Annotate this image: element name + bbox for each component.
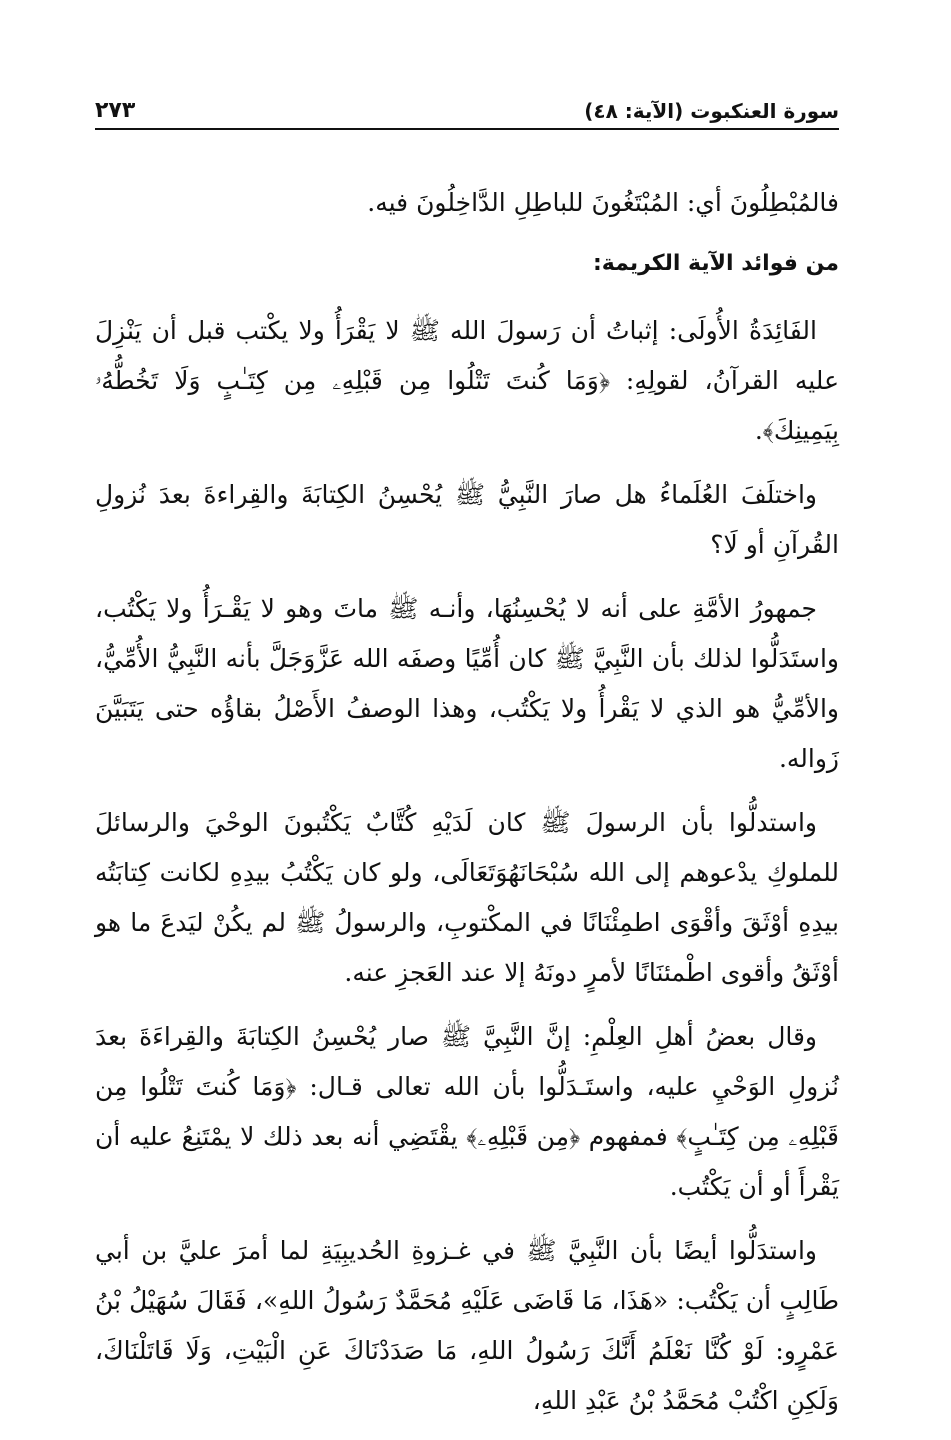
section-heading: من فوائد الآية الكريمة: [592,251,839,276]
page-number: ٢٧٣ [95,98,136,123]
paragraph: واختلَفَ العُلَماءُ هل صارَ النَّبِيُّ ﷺ يُحْسِنُ الكِتابَةَ والقِراءةَ بعدَ نُزولِ القُرآنِ أو لَا؟ [95,480,839,559]
page-body [95,178,839,1440]
paragraph: جمهورُ الأمَّةِ على أنه لا يُحْسِنُهَا، وأنـه ﷺ ماتَ وهو لا يَقْـرَأُ ولا يَكْتُب، واستَدَلُّوا لذلك بأن النَّبِيَّ ﷺ كان أُمِّيًا وصفَه الله عَزَّوَجَلَّ بأنه النَّبِيُّ الأُمِّيُّ، والأمِّيُّ هو الذي لا يَقْرأُ ولا يَكْتُب، وهذا الوصفُ الأَصْلُ بقاؤُه حتى يَتَبَيَّنَ زَواله. [95,594,839,773]
paragraph: واستدلُّوا بأن الرسولَ ﷺ كان لَدَيْهِ كُتَّابٌ يَكْتُبونَ الوحْيَ والرسائلَ للملوكِ يدْعوهم إلى الله سُبْحَانَهُوَتَعَالَى، ولو كان يَكْتُبُ بيدِهِ لكانت كِتابَتُه بيدِهِ أوْثَقَ وأقْوَى اطمِئْنَانًا في المكْتوبِ، والرسولُ ﷺ لم يكُنْ ليَدعَ ما هو أوْثَقُ وأقوى اطْمئنَانًا لأمرٍ دونَهُ إلا عند العَجزِ عنه. [95,808,839,987]
paragraph: فالمُبْطِلُونَ أي: المُبْتَغُونَ للباطِلِ الدَّاخِلُونَ فيه. [367,188,839,217]
surah-title: سورة العنكبوت (الآية: ٤٨) [584,99,839,123]
paragraph: واستدَلُّوا أيضًا بأن النَّبِيَّ ﷺ في غـزوةِ الحُديبِيَةِ لما أمرَ عليَّ بن أبي طَالِبٍ أن يَكْتُب: «هَذَا، مَا قَاضَى عَلَيْهِ مُحَمَّدٌ رَسُولُ اللهِ»، فَقَالَ سُهَيْلُ بْنُ عَمْرٍو: لَوْ كُنَّا نَعْلَمُ أَنَّكَ رَسُولُ اللهِ، مَا صَدَدْنَاكَ عَنِ الْبَيْتِ، وَلَا قَاتَلْنَاكَ، وَلَكِنِ اكْتُبْ مُحَمَّدُ بْنُ عَبْدِ اللهِ، [95,1236,839,1415]
page-header [95,88,839,130]
paragraph: وقال بعضُ أهلِ العِلْمِ: إنَّ النَّبِيَّ ﷺ صار يُحْسِنُ الكِتابَةَ والقِراءَةَ بعدَ نُزولِ الوَحْيِ عليه، واستَـدَلُّوا بأن الله تعالى قـال: ﴿وَمَا كُنتَ تَتْلُوا مِن قَبْلِهِۦ مِن كِتَـٰبٍ﴾ فمفهوم ﴿مِن قَبْلِهِۦ﴾ يقْتَضِي أنه بعد ذلك لا يمْتَنِعُ عليه أن يَقْرأَ أو أن يَكْتُب. [95,1022,839,1201]
paragraph: الفَائِدَةُ الأُولَى: إثباتُ أن رَسولَ الله ﷺ لا يَقْرَأُ ولا يكْتب قبل أن يَنْزِلَ عليه القرآنُ، لقولِهِ: ﴿وَمَا كُنتَ تَتْلُوا مِن قَبْلِهِۦ مِن كِتَـٰبٍ وَلَا تَخُطُّهُۥ بِيَمِينِكَ﴾. [95,316,839,445]
